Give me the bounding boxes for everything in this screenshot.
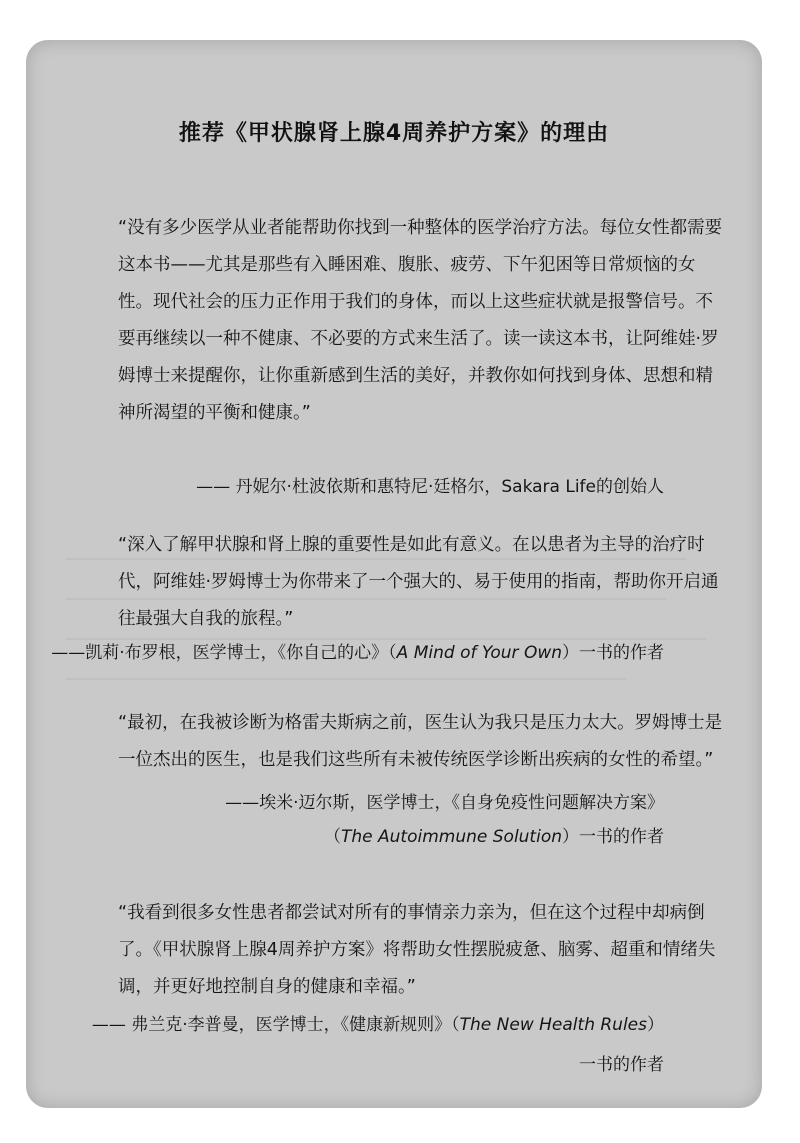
page-title: 推荐《甲状腺肾上腺4周养护方案》的理由 bbox=[178, 121, 610, 146]
quote-3-attribution-line1: ——埃米·迈尔斯，医学博士，《自身免疫性问题解决方案》 bbox=[225, 793, 664, 813]
quote-4-attribution-line2: 一书的作者 bbox=[579, 1055, 664, 1075]
quote-4-attribution bbox=[92, 1010, 664, 1040]
book-page bbox=[26, 40, 762, 1108]
quote-1-attribution: —— 丹妮尔·杜波依斯和惠特尼·廷格尔，Sakara Life的创始人 bbox=[196, 477, 664, 497]
quote-1: “没有多少医学从业者能帮助你找到一种整体的医学治疗方法。每位女性都需要这本书——尤其是那些有入睡困难、腹胀、疲劳、下午犯困等日常烦恼的女性。现代社会的压力正作用于我们的身体，而以上这些症状就是报警信号。不要再继续以一种不健康、不必要的方式来生活了。读一读这本书，让阿维娃·罗姆博士来提醒你，让你重新感到生活的美好，并教你如何找到身体、思想和精神所渴望的平衡和健康。” bbox=[118, 218, 723, 423]
quote-4: “我看到很多女性患者都尝试对所有的事情亲力亲为，但在这个过程中却病倒了。《甲状腺肾上腺4周养护方案》将帮助女性摆脱疲惫、脑雾、超重和情绪失调，并更好地控制自身的健康和幸福。” bbox=[118, 903, 716, 997]
quote-4-book-title: The New Health Rules bbox=[459, 1015, 647, 1035]
quote-3-book-title: The Autoimmune Solution bbox=[341, 827, 562, 847]
quote-3-attribution-line2 bbox=[324, 822, 664, 852]
quote-2-book-title: A Mind of Your Own bbox=[396, 643, 562, 663]
quote-4-attribution-prefix: —— 弗兰克·李普曼，医学博士，《健康新规则》（ bbox=[91, 1015, 460, 1035]
quote-3-attribution-suffix: ）一书的作者 bbox=[562, 827, 664, 847]
quote-3-paren-open: （ bbox=[324, 827, 341, 847]
quote-3: “最初，在我被诊断为格雷夫斯病之前，医生认为我只是压力太大。罗姆博士是一位杰出的医生，也是我们这些所有未被传统医学诊断出疾病的女性的希望。” bbox=[118, 713, 723, 770]
quote-2-attribution-suffix: ）一书的作者 bbox=[562, 643, 664, 663]
quote-4-attribution-suffix: ） bbox=[647, 1015, 664, 1035]
quote-2-attribution bbox=[51, 638, 664, 668]
quote-2: “深入了解甲状腺和肾上腺的重要性是如此有意义。在以患者为主导的治疗时代，阿维娃·罗姆博士为你带来了一个强大的、易于使用的指南，帮助你开启通往最强大自我的旅程。” bbox=[118, 535, 719, 629]
quote-2-attribution-prefix: ——凯莉·布罗根，医学博士，《你自己的心》（ bbox=[51, 643, 397, 663]
